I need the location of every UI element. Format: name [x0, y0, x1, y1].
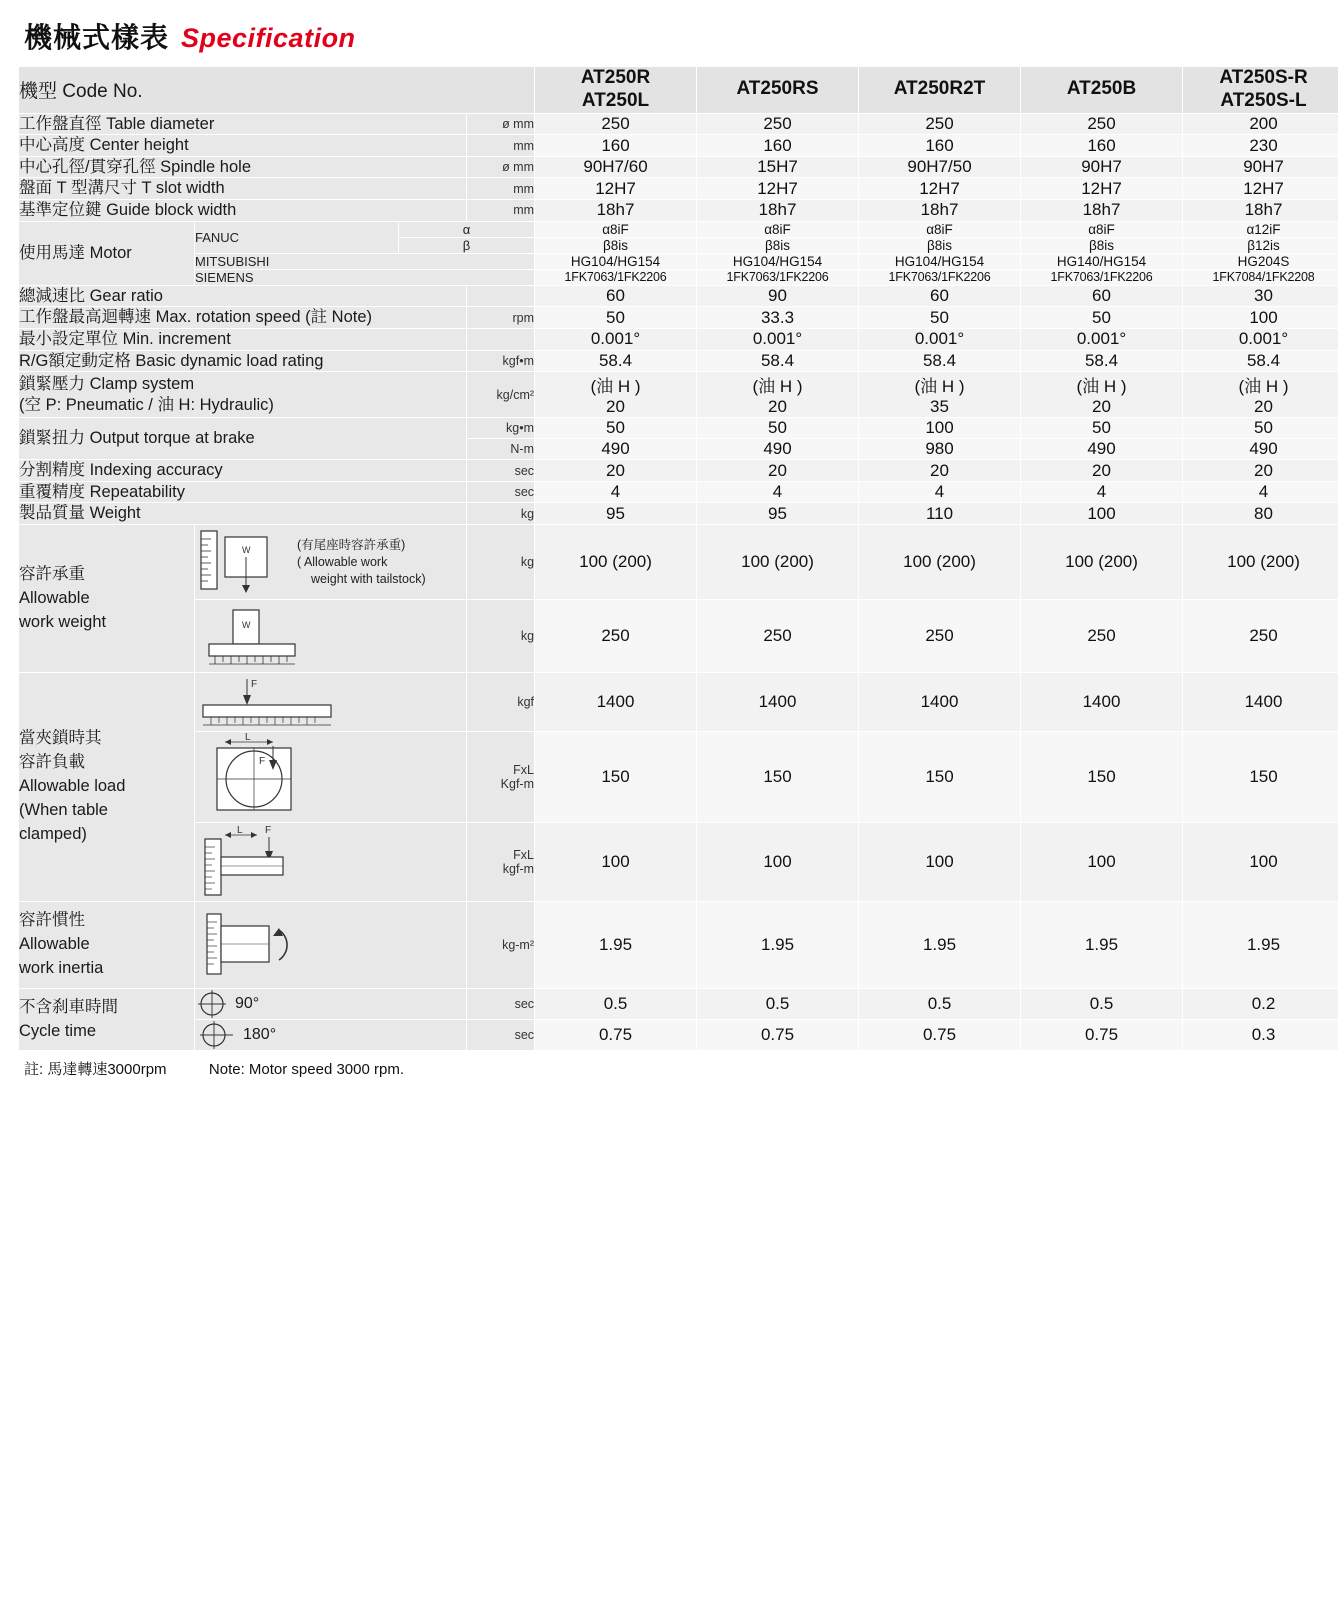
cell-allowable-load-fxl-b-4: 100	[1183, 823, 1338, 902]
cell-weight-2: 110	[859, 503, 1021, 525]
cell-min-increment-4: 0.001°	[1183, 328, 1338, 350]
diagram-axial-force	[195, 673, 467, 732]
cell-allowable-load-f-0: 1400	[535, 673, 697, 732]
allowable-load-line2: 容許負載	[19, 753, 85, 772]
cell-allowable-work-weight-2-0: 250	[535, 600, 697, 673]
cell-repeatability-2: 4	[859, 481, 1021, 503]
table-row-torque-kgm	[19, 418, 1338, 439]
diagram-cycle-90	[195, 989, 467, 1020]
cell-motor-mitsubishi-0: HG104/HG154	[535, 253, 697, 269]
cell-spindle-hole-0: 90H7/60	[535, 156, 697, 178]
table-row	[19, 481, 1338, 503]
diagram-face-moment	[195, 732, 467, 823]
row-unit-spindle-hole: ø mm	[467, 156, 535, 178]
tailstock-note-cn: (有尾座時容許承重)	[297, 537, 406, 552]
cell-motor-beta-4: β12is	[1183, 237, 1338, 253]
allowable-work-weight-line1: 容許承重	[19, 564, 85, 583]
inertia-line3: work inertia	[19, 959, 104, 978]
row-unit-allowable-work-inertia: kg-m²	[467, 902, 535, 989]
cell-t-slot-width-3: 12H7	[1021, 178, 1183, 200]
cell-guide-block-width-1: 18h7	[697, 200, 859, 222]
cell-allowable-work-weight-1-3: 100 (200)	[1021, 525, 1183, 600]
header-col-3-line1: AT250B	[1066, 78, 1137, 100]
header-col-2	[859, 67, 1021, 114]
header-col-4-line1: AT250S-R	[1219, 67, 1308, 88]
cell-repeatability-4: 4	[1183, 481, 1338, 503]
rotation-180-icon	[195, 1020, 237, 1050]
cell-gear-ratio-0: 60	[535, 285, 697, 307]
page-title	[18, 14, 1320, 66]
page-title-english: Specification	[181, 23, 356, 53]
cell-center-height-2: 160	[859, 135, 1021, 157]
cell-clamp-1	[697, 372, 859, 418]
cycle-time-angle-90: 90°	[235, 995, 260, 1013]
clamp-label-line2: (空 P: Pneumatic / 油 H: Hydraulic)	[19, 395, 274, 414]
cell-motor-beta-1: β8is	[697, 237, 859, 253]
cell-table-diameter-1: 250	[697, 113, 859, 135]
table-row-cycle-time-180	[19, 1020, 1338, 1051]
cell-cycle-180-0: 0.75	[535, 1020, 697, 1051]
cycle-time-line2: Cycle time	[19, 1021, 97, 1040]
table-row	[19, 460, 1338, 482]
cell-cycle-90-4: 0.2	[1183, 989, 1338, 1020]
cell-clamp-3-bottom: 20	[1092, 397, 1111, 417]
cell-motor-siemens-0: 1FK7063/1FK2206	[535, 269, 697, 285]
cell-clamp-0	[535, 372, 697, 418]
cell-allowable-work-weight-2-3: 250	[1021, 600, 1183, 673]
cell-torque-kgm-3: 50	[1021, 418, 1183, 439]
cell-allowable-work-weight-1-1: 100 (200)	[697, 525, 859, 600]
cell-weight-0: 95	[535, 503, 697, 525]
cell-center-height-1: 160	[697, 135, 859, 157]
cell-spindle-hole-3: 90H7	[1021, 156, 1183, 178]
cell-table-diameter-4: 200	[1183, 113, 1338, 135]
diagram-cycle-180	[195, 1020, 467, 1051]
cell-clamp-4	[1183, 372, 1338, 418]
footnote-en: Note: Motor speed 3000 rpm.	[208, 1061, 404, 1079]
cell-motor-beta-0: β8is	[535, 237, 697, 253]
cell-basic-dynamic-load-4: 58.4	[1183, 350, 1338, 372]
table-row	[19, 285, 1338, 307]
row-label-repeatability: 重覆精度 Repeatability	[19, 481, 467, 503]
row-label-gear-ratio: 總減速比 Gear ratio	[19, 285, 467, 307]
cell-allowable-load-fxl-b-1: 100	[697, 823, 859, 902]
cell-repeatability-3: 4	[1021, 481, 1183, 503]
svg-text:F: F	[265, 825, 272, 837]
cell-allowable-load-fxl-b-3: 100	[1021, 823, 1183, 902]
cell-gear-ratio-3: 60	[1021, 285, 1183, 307]
cycle-time-angle-180: 180°	[243, 1026, 277, 1044]
row-label-basic-dynamic-load-rating: R/G額定動定格 Basic dynamic load rating	[19, 350, 467, 372]
face-moment-icon	[195, 732, 466, 822]
cell-motor-siemens-1: 1FK7063/1FK2206	[697, 269, 859, 285]
unit-fxl-b-line2: kgf-m	[502, 862, 535, 877]
row-label-clamp-system	[19, 372, 467, 418]
cell-weight-4: 80	[1183, 503, 1338, 525]
table-row-allowable-work-inertia	[19, 902, 1338, 989]
row-unit-weight: kg	[467, 503, 535, 525]
cell-clamp-2-bottom: 35	[930, 397, 949, 417]
cell-gear-ratio-1: 90	[697, 285, 859, 307]
row-unit-allowable-work-weight-2: kg	[467, 600, 535, 673]
row-label-allowable-work-weight	[19, 525, 195, 673]
diagram-work-inertia	[195, 902, 467, 989]
row-unit-allowable-load-f: kgf	[467, 673, 535, 732]
cell-allowable-load-fxl-a-4: 150	[1183, 732, 1338, 823]
cell-indexing-accuracy-3: 20	[1021, 460, 1183, 482]
row-label-weight: 製品質量 Weight	[19, 503, 467, 525]
rotating-mass-icon	[195, 902, 466, 988]
cell-min-increment-3: 0.001°	[1021, 328, 1183, 350]
row-label-output-torque: 鎖緊扭力 Output torque at brake	[19, 418, 467, 460]
cell-max-rotation-speed-1: 33.3	[697, 307, 859, 329]
table-row	[19, 350, 1338, 372]
cell-motor-siemens-4: 1FK7084/1FK2208	[1183, 269, 1338, 285]
row-label-max-rotation-speed: 工作盤最高迴轉速 Max. rotation speed (註 Note)	[19, 307, 467, 329]
svg-text:W: W	[242, 545, 251, 556]
cell-min-increment-0: 0.001°	[535, 328, 697, 350]
cell-clamp-4-top: (油 H )	[1238, 377, 1289, 397]
cell-center-height-4: 230	[1183, 135, 1338, 157]
cell-basic-dynamic-load-0: 58.4	[535, 350, 697, 372]
cell-motor-alpha-4: α12iF	[1183, 221, 1338, 237]
table-row-cycle-time-90	[19, 989, 1338, 1020]
row-unit-torque-kgm: kg•m	[467, 418, 535, 439]
unit-fxl-b-line1: FxL	[513, 848, 535, 863]
table-row	[19, 307, 1338, 329]
cell-center-height-0: 160	[535, 135, 697, 157]
cell-allowable-load-f-1: 1400	[697, 673, 859, 732]
cell-clamp-4-bottom: 20	[1254, 397, 1273, 417]
cell-motor-alpha-0: α8iF	[535, 221, 697, 237]
cell-weight-1: 95	[697, 503, 859, 525]
cell-motor-alpha-2: α8iF	[859, 221, 1021, 237]
cell-cycle-180-1: 0.75	[697, 1020, 859, 1051]
cell-indexing-accuracy-1: 20	[697, 460, 859, 482]
cell-max-rotation-speed-4: 100	[1183, 307, 1338, 329]
cell-max-rotation-speed-2: 50	[859, 307, 1021, 329]
cell-torque-kgm-0: 50	[535, 418, 697, 439]
cell-min-increment-1: 0.001°	[697, 328, 859, 350]
cell-motor-beta-3: β8is	[1021, 237, 1183, 253]
cell-inertia-4: 1.95	[1183, 902, 1338, 989]
cell-torque-kgm-2: 100	[859, 418, 1021, 439]
header-col-1	[697, 67, 859, 114]
row-unit-allowable-load-fxl-b	[467, 823, 535, 902]
cell-torque-nm-0: 490	[535, 439, 697, 460]
table-row	[19, 135, 1338, 157]
cell-torque-kgm-1: 50	[697, 418, 859, 439]
cell-motor-beta-2: β8is	[859, 237, 1021, 253]
table-row	[19, 178, 1338, 200]
cell-indexing-accuracy-2: 20	[859, 460, 1021, 482]
row-unit-max-rotation-speed: rpm	[467, 307, 535, 329]
row-label-motor: 使用馬達 Motor	[19, 221, 195, 285]
cell-indexing-accuracy-4: 20	[1183, 460, 1338, 482]
diagram-tailstock-weight	[195, 525, 467, 600]
header-col-3	[1021, 67, 1183, 114]
allowable-load-line3: Allowable load	[19, 777, 126, 796]
cell-t-slot-width-0: 12H7	[535, 178, 697, 200]
unit-fxl-a-line2: Kgf-m	[500, 777, 535, 792]
row-label-allowable-work-inertia	[19, 902, 195, 989]
table-row	[19, 200, 1338, 222]
cell-table-diameter-3: 250	[1021, 113, 1183, 135]
cell-t-slot-width-1: 12H7	[697, 178, 859, 200]
table-header-row	[19, 67, 1338, 114]
header-code-no: 機型 Code No.	[19, 67, 535, 114]
svg-text:L: L	[237, 825, 243, 837]
cell-clamp-2-top: (油 H )	[914, 377, 965, 397]
allowable-load-line4: (When table	[19, 801, 108, 820]
cell-guide-block-width-0: 18h7	[535, 200, 697, 222]
cell-allowable-load-fxl-b-2: 100	[859, 823, 1021, 902]
cell-allowable-load-fxl-a-2: 150	[859, 732, 1021, 823]
row-label-indexing-accuracy: 分割精度 Indexing accuracy	[19, 460, 467, 482]
diagram-table-weight	[195, 600, 467, 673]
cell-allowable-load-f-4: 1400	[1183, 673, 1338, 732]
page-title-chinese: 機械式樣表	[24, 22, 170, 53]
cell-cycle-90-3: 0.5	[1021, 989, 1183, 1020]
row-unit-basic-dynamic-load-rating: kgf•m	[467, 350, 535, 372]
cell-motor-mitsubishi-3: HG140/HG154	[1021, 253, 1183, 269]
cell-allowable-load-f-2: 1400	[859, 673, 1021, 732]
header-col-0-line1: AT250R	[580, 67, 651, 88]
table-row-allowable-work-weight-1	[19, 525, 1338, 600]
rotation-90-icon	[195, 989, 229, 1019]
svg-text:F: F	[259, 756, 266, 768]
header-col-4-line2: AT250S-L	[1220, 89, 1307, 111]
svg-text:L: L	[245, 732, 251, 744]
inertia-line1: 容許慣性	[19, 911, 85, 930]
cell-clamp-0-bottom: 20	[606, 397, 625, 417]
cell-guide-block-width-3: 18h7	[1021, 200, 1183, 222]
cell-clamp-1-bottom: 20	[768, 397, 787, 417]
cell-allowable-load-fxl-b-0: 100	[535, 823, 697, 902]
row-unit-table-diameter: ø mm	[467, 113, 535, 135]
row-unit-torque-nm: N-m	[467, 439, 535, 460]
table-row	[19, 503, 1338, 525]
row-label-t-slot-width: 盤面 T 型溝尺寸 T slot width	[19, 178, 467, 200]
row-unit-allowable-load-fxl-a	[467, 732, 535, 823]
cell-spindle-hole-4: 90H7	[1183, 156, 1338, 178]
row-label-spindle-hole: 中心孔徑/貫穿孔徑 Spindle hole	[19, 156, 467, 178]
cell-motor-mitsubishi-1: HG104/HG154	[697, 253, 859, 269]
cell-center-height-3: 160	[1021, 135, 1183, 157]
row-unit-t-slot-width: mm	[467, 178, 535, 200]
table-row-allowable-load-fxl-a	[19, 732, 1338, 823]
cell-guide-block-width-4: 18h7	[1183, 200, 1338, 222]
svg-text:W: W	[242, 620, 251, 631]
cell-max-rotation-speed-3: 50	[1021, 307, 1183, 329]
cell-motor-mitsubishi-2: HG104/HG154	[859, 253, 1021, 269]
cell-torque-kgm-4: 50	[1183, 418, 1338, 439]
cell-inertia-1: 1.95	[697, 902, 859, 989]
cell-inertia-0: 1.95	[535, 902, 697, 989]
cell-inertia-3: 1.95	[1021, 902, 1183, 989]
cell-allowable-work-weight-2-2: 250	[859, 600, 1021, 673]
cell-motor-mitsubishi-4: HG204S	[1183, 253, 1338, 269]
row-label-min-increment: 最小設定單位 Min. increment	[19, 328, 467, 350]
cell-motor-siemens-3: 1FK7063/1FK2206	[1021, 269, 1183, 285]
row-unit-gear-ratio	[467, 285, 535, 307]
specification-table	[18, 66, 1338, 1051]
cell-motor-siemens-2: 1FK7063/1FK2206	[859, 269, 1021, 285]
row-unit-min-increment	[467, 328, 535, 350]
cell-cycle-180-2: 0.75	[859, 1020, 1021, 1051]
motor-brand-fanuc: FANUC	[195, 221, 399, 253]
motor-brand-siemens: SIEMENS	[195, 269, 535, 285]
cell-clamp-3	[1021, 372, 1183, 418]
workpiece-on-table-icon	[195, 525, 291, 599]
clamp-label-line1: 鎖緊壓力 Clamp system	[19, 375, 195, 394]
cell-allowable-load-fxl-a-3: 150	[1021, 732, 1183, 823]
cell-repeatability-1: 4	[697, 481, 859, 503]
svg-text:F: F	[251, 679, 258, 691]
table-row	[19, 156, 1338, 178]
axial-force-icon	[195, 673, 466, 731]
cell-weight-3: 100	[1021, 503, 1183, 525]
table-row-motor-siemens	[19, 269, 1338, 285]
footnote-cn: 註: 馬達轉速3000rpm	[24, 1061, 167, 1079]
cell-basic-dynamic-load-3: 58.4	[1021, 350, 1183, 372]
cell-cycle-90-1: 0.5	[697, 989, 859, 1020]
cell-max-rotation-speed-0: 50	[535, 307, 697, 329]
cell-allowable-work-weight-1-4: 100 (200)	[1183, 525, 1338, 600]
cell-cycle-90-2: 0.5	[859, 989, 1021, 1020]
cell-motor-alpha-1: α8iF	[697, 221, 859, 237]
cell-t-slot-width-4: 12H7	[1183, 178, 1338, 200]
cell-indexing-accuracy-0: 20	[535, 460, 697, 482]
table-row	[19, 328, 1338, 350]
allowable-work-weight-line2: Allowable	[19, 588, 90, 607]
cell-clamp-0-top: (油 H )	[590, 377, 641, 397]
table-row-motor-mitsubishi	[19, 253, 1338, 269]
cell-cycle-180-3: 0.75	[1021, 1020, 1183, 1051]
cell-gear-ratio-4: 30	[1183, 285, 1338, 307]
cell-repeatability-0: 4	[535, 481, 697, 503]
workpiece-flat-table-icon	[195, 600, 466, 672]
cell-spindle-hole-1: 15H7	[697, 156, 859, 178]
cell-allowable-work-weight-1-2: 100 (200)	[859, 525, 1021, 600]
header-col-1-line1: AT250RS	[736, 78, 819, 100]
diagram-side-moment	[195, 823, 467, 902]
unit-fxl-a-line1: FxL	[513, 763, 535, 778]
cell-torque-nm-3: 490	[1021, 439, 1183, 460]
cell-table-diameter-0: 250	[535, 113, 697, 135]
allowable-work-weight-line3: work weight	[19, 612, 107, 631]
row-label-guide-block-width: 基準定位鍵 Guide block width	[19, 200, 467, 222]
row-label-table-diameter: 工作盤直徑 Table diameter	[19, 113, 467, 135]
allowable-load-line5: clamped)	[19, 824, 87, 843]
tailstock-note-en2: weight with tailstock)	[311, 571, 426, 586]
tailstock-note	[297, 537, 426, 588]
cell-allowable-load-f-3: 1400	[1021, 673, 1183, 732]
table-row	[19, 113, 1338, 135]
cell-gear-ratio-2: 60	[859, 285, 1021, 307]
allowable-load-line1: 當夾鎖時其	[19, 729, 102, 748]
cell-t-slot-width-2: 12H7	[859, 178, 1021, 200]
row-unit-cycle-time-180: sec	[467, 1020, 535, 1051]
cell-basic-dynamic-load-1: 58.4	[697, 350, 859, 372]
cell-guide-block-width-2: 18h7	[859, 200, 1021, 222]
cell-table-diameter-2: 250	[859, 113, 1021, 135]
header-col-0	[535, 67, 697, 114]
row-label-center-height: 中心高度 Center height	[19, 135, 467, 157]
table-row-allowable-work-weight-2	[19, 600, 1338, 673]
cell-min-increment-2: 0.001°	[859, 328, 1021, 350]
cell-spindle-hole-2: 90H7/50	[859, 156, 1021, 178]
header-col-4	[1183, 67, 1338, 114]
cell-clamp-3-top: (油 H )	[1076, 377, 1127, 397]
table-row-clamp-system	[19, 372, 1338, 418]
header-col-2-line1: AT250R2T	[893, 78, 986, 100]
cell-cycle-180-4: 0.3	[1183, 1020, 1338, 1051]
cell-cycle-90-0: 0.5	[535, 989, 697, 1020]
table-row-allowable-load-fxl-b	[19, 823, 1338, 902]
row-unit-cycle-time-90: sec	[467, 989, 535, 1020]
cell-motor-alpha-3: α8iF	[1021, 221, 1183, 237]
cell-allowable-work-weight-2-1: 250	[697, 600, 859, 673]
cell-torque-nm-4: 490	[1183, 439, 1338, 460]
row-unit-guide-block-width: mm	[467, 200, 535, 222]
cell-torque-nm-2: 980	[859, 439, 1021, 460]
cell-allowable-load-fxl-a-0: 150	[535, 732, 697, 823]
inertia-line2: Allowable	[19, 935, 90, 954]
cell-allowable-load-fxl-a-1: 150	[697, 732, 859, 823]
footnote	[18, 1058, 1320, 1079]
table-row-allowable-load-f	[19, 673, 1338, 732]
cell-torque-nm-1: 490	[697, 439, 859, 460]
cell-allowable-work-weight-1-0: 100 (200)	[535, 525, 697, 600]
row-unit-allowable-work-weight-1: kg	[467, 525, 535, 600]
cell-basic-dynamic-load-2: 58.4	[859, 350, 1021, 372]
side-moment-icon	[195, 823, 466, 901]
header-col-0-line2: AT250L	[581, 89, 650, 111]
motor-alpha-symbol: α	[399, 221, 535, 237]
cycle-time-line1: 不含刹車時間	[19, 997, 118, 1016]
motor-beta-symbol: β	[399, 237, 535, 253]
row-unit-repeatability: sec	[467, 481, 535, 503]
row-unit-clamp-system: kg/cm²	[467, 372, 535, 418]
cell-allowable-work-weight-2-4: 250	[1183, 600, 1338, 673]
cell-inertia-2: 1.95	[859, 902, 1021, 989]
row-unit-indexing-accuracy: sec	[467, 460, 535, 482]
tailstock-note-en1: ( Allowable work	[297, 554, 388, 569]
row-unit-center-height: mm	[467, 135, 535, 157]
motor-brand-mitsubishi: MITSUBISHI	[195, 253, 535, 269]
row-label-allowable-load	[19, 673, 195, 902]
cell-clamp-2	[859, 372, 1021, 418]
table-row-motor-alpha	[19, 221, 1338, 237]
row-label-cycle-time	[19, 989, 195, 1051]
cell-clamp-1-top: (油 H )	[752, 377, 803, 397]
